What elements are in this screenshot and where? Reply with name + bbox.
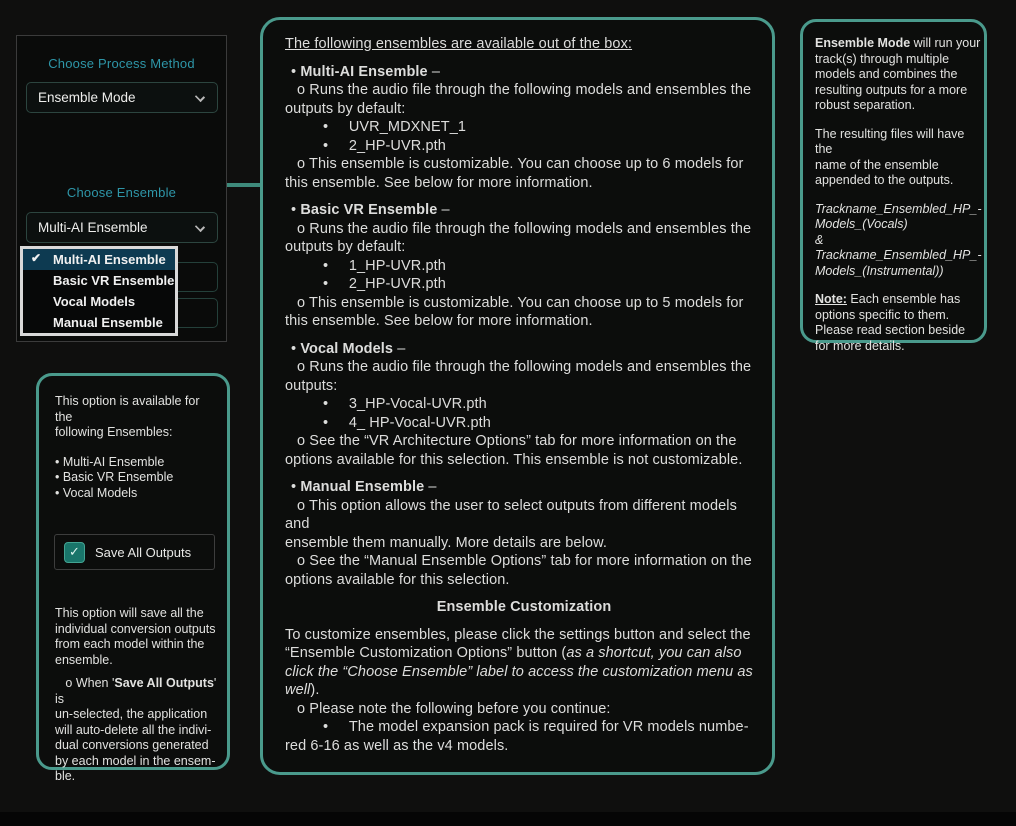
text-line [815, 323, 981, 339]
text-segment: ble. [55, 769, 76, 783]
text-line [285, 515, 763, 534]
text-line [55, 486, 220, 502]
text-segment: from each model within the [55, 637, 205, 651]
spacer [285, 192, 763, 201]
text-segment: ensemble. [55, 652, 113, 667]
text-segment: options specific to them. [815, 307, 950, 322]
text-segment: This option will save all the [55, 606, 204, 620]
text-segment: • [291, 63, 301, 80]
menu-item-label: Basic VR Ensemble [53, 273, 175, 288]
process-method-value: Ensemble Mode [38, 90, 136, 105]
spacer [285, 589, 763, 598]
text-line [55, 606, 223, 622]
menu-item-manual-ensemble[interactable] [23, 312, 175, 333]
text-line [285, 552, 763, 589]
text-line [323, 718, 763, 737]
text-line [815, 173, 981, 189]
text-segment: o Runs the audio file through the following models and ensembles the outputs by default: [285, 82, 752, 117]
spacer [285, 54, 763, 63]
text-line [815, 67, 981, 83]
text-line [285, 598, 763, 617]
text-segment: as a shortcut, you can also click the “Choose Ensemble” label to access the customization menu as well [285, 645, 753, 698]
check-icon: ✔ [31, 251, 42, 265]
text-line [815, 158, 981, 174]
ensemble-dropdown-menu [20, 246, 178, 336]
ensemble-dropdown-value: Multi-AI Ensemble [38, 220, 148, 235]
text-segment: name of the ensemble [815, 157, 939, 172]
text-line [55, 455, 220, 471]
text-segment: red 6-16 as well as the v4 models. [285, 737, 509, 754]
process-method-dropdown[interactable] [26, 82, 218, 113]
spacer [285, 469, 763, 478]
text-line [285, 155, 763, 192]
text-segment: Each ensemble has [846, 292, 961, 306]
text-segment: o See the “VR Architecture Options” tab for more information on the options available for this selection. This ensemble is not customizable. [285, 433, 743, 468]
text-segment: Models_(Vocals) [815, 217, 908, 231]
text-segment: ensemble them manually. More details are below. [285, 534, 607, 551]
text-segment: – [427, 63, 440, 80]
text-segment: • 3_HP-Vocal-UVR.pth [323, 396, 487, 412]
text-segment: • 4_ HP-Vocal-UVR.pth [323, 414, 491, 431]
text-line [55, 425, 220, 441]
text-line [815, 52, 981, 68]
spacer [815, 114, 981, 127]
text-line [285, 81, 763, 118]
text-segment: track(s) through multiple [815, 51, 950, 66]
bottom-bar [0, 812, 1016, 826]
text-line [285, 201, 763, 220]
chevron-down-icon [195, 222, 205, 232]
text-line [815, 98, 981, 114]
text-segment: Models_(Instrumental)) [815, 263, 944, 278]
text-segment: un-selected, the application [55, 707, 208, 721]
text-line [815, 202, 981, 218]
text-line [285, 534, 763, 553]
text-line [815, 308, 981, 324]
menu-item-basic-vr-ensemble[interactable] [23, 270, 175, 291]
text-line [815, 339, 981, 355]
text-line [285, 478, 763, 497]
text-segment: o This ensemble is customizable. You can choose up to 6 models for this ensemble. See below for more information. [285, 156, 744, 191]
text-segment: • The model expansion pack is required for VR models numbe- [323, 719, 749, 735]
text-line [323, 257, 763, 276]
text-segment: Multi-AI Ensemble [300, 63, 428, 80]
text-segment: o This ensemble is customizable. You can choose up to 5 models for this ensemble. See below for more information. [285, 294, 744, 329]
text-segment: will run your [910, 36, 981, 50]
text-segment: Save All Outputs [114, 676, 214, 690]
text-segment: o Runs the audio file through the following models and ensembles the outputs: [285, 359, 752, 394]
text-segment: • UVR_MDXNET_1 [323, 119, 467, 135]
ensemble-info-text [285, 35, 763, 755]
spacer [55, 668, 223, 676]
text-line [815, 264, 981, 280]
text-segment: • [291, 340, 301, 357]
text-line [55, 637, 223, 653]
text-segment: The resulting files will have the [815, 126, 965, 156]
text-line [285, 432, 763, 469]
text-segment: by each model in the ensem- [55, 753, 216, 768]
save-outputs-intro-text [55, 394, 220, 501]
text-line [285, 626, 763, 700]
text-segment: models and combines the [815, 67, 958, 81]
text-line [285, 737, 763, 756]
text-line [323, 275, 763, 294]
text-segment: o When ' [55, 676, 115, 690]
text-segment: Trackname_Ensembled_HP_- [815, 201, 982, 216]
text-segment: – [437, 202, 450, 218]
text-segment: • 2_HP-UVR.pth [323, 276, 446, 292]
text-segment: – [393, 340, 406, 357]
text-line [55, 754, 223, 770]
ensemble-info-panel [260, 17, 775, 775]
spacer [815, 279, 981, 292]
text-segment: Trackname_Ensembled_HP_- [815, 248, 982, 262]
text-line [55, 470, 220, 486]
text-line [55, 394, 220, 425]
menu-item-label: Multi-AI Ensemble [53, 252, 166, 267]
text-segment: • [291, 479, 301, 495]
text-line [815, 217, 981, 233]
text-segment: o This option allows the user to select outputs from different models [297, 497, 737, 514]
text-segment: dual conversions generated [55, 738, 209, 752]
spacer [285, 617, 763, 626]
text-segment: Ensemble Customization [436, 599, 612, 615]
text-segment: • Vocal Models [55, 485, 138, 500]
text-segment: – [424, 479, 437, 495]
text-line [55, 738, 223, 754]
text-segment: ' is [55, 676, 217, 706]
text-segment: following Ensembles: [55, 425, 173, 439]
checkbox-checked-icon [64, 542, 85, 563]
text-segment: The following ensembles are available out of the box: [285, 36, 633, 52]
text-line [55, 769, 223, 785]
ensemble-dropdown[interactable] [26, 212, 218, 243]
menu-item-label: Manual Ensemble [53, 315, 163, 330]
text-segment: appended to the outputs. [815, 173, 954, 187]
spacer [815, 189, 981, 202]
text-segment: Vocal Models [300, 340, 394, 357]
text-segment: Note: [815, 292, 847, 306]
chevron-down-icon [195, 92, 205, 102]
text-line [815, 233, 981, 249]
text-line [815, 248, 981, 264]
ensemble-mode-note-panel [800, 19, 987, 353]
text-line [323, 414, 763, 433]
text-segment: resulting outputs for a more [815, 82, 968, 97]
choose-process-method-label: Choose Process Method [48, 56, 195, 71]
text-line [55, 676, 223, 707]
menu-item-multi-ai-ensemble[interactable] [23, 249, 175, 270]
text-segment: Please read section beside [815, 323, 966, 337]
text-segment: & [815, 232, 824, 247]
text-line [55, 653, 223, 669]
save-outputs-panel [36, 373, 230, 783]
text-segment: o Runs the audio file through the following models and ensembles the outputs by default: [285, 220, 752, 255]
check-icon: ✓ [69, 544, 80, 559]
text-line [55, 723, 223, 739]
text-line [55, 707, 223, 723]
text-segment: • Basic VR Ensemble [55, 470, 174, 484]
text-segment: robust separation. [815, 98, 916, 112]
text-segment: for more details. [815, 338, 905, 353]
text-segment: and [285, 516, 310, 532]
text-line [815, 292, 981, 308]
text-line [285, 35, 763, 54]
text-line [323, 395, 763, 414]
text-segment: Manual Ensemble [300, 479, 425, 495]
text-line [323, 118, 763, 137]
text-segment: • [291, 202, 301, 218]
text-line [815, 83, 981, 99]
text-segment: • Multi-AI Ensemble [55, 454, 165, 469]
text-segment: o Please note the following before you continue: [297, 700, 611, 717]
text-segment: o See the “Manual Ensemble Options” tab for more information on the options available for this selection. [285, 553, 752, 588]
text-segment: individual conversion outputs [55, 621, 216, 636]
spacer [55, 441, 220, 455]
text-line [815, 36, 981, 52]
text-segment: • 2_HP-UVR.pth [323, 137, 446, 154]
text-line [285, 63, 763, 82]
text-line [285, 220, 763, 257]
menu-item-label: Vocal Models [53, 294, 136, 309]
text-line [285, 497, 763, 516]
text-segment: will auto-delete all the indivi- [55, 722, 212, 737]
text-line [323, 137, 763, 156]
text-segment: This option is available for the [55, 394, 200, 424]
text-segment: • 1_HP-UVR.pth [323, 257, 446, 274]
save-outputs-desc-text [55, 606, 223, 785]
text-segment: Ensemble Mode [815, 36, 911, 50]
text-segment: ). [310, 682, 320, 698]
text-line [815, 127, 981, 158]
menu-item-vocal-models[interactable] [23, 291, 175, 312]
ensemble-mode-note-text [815, 36, 981, 354]
text-line [285, 358, 763, 395]
text-line [285, 340, 763, 359]
text-line [55, 622, 223, 638]
connector-line [227, 183, 260, 187]
text-segment: To customize ensembles, please click the settings button and select the “Ensemble Customization Options” button ( [285, 626, 751, 661]
choose-ensemble-label[interactable]: Choose Ensemble [66, 185, 177, 200]
text-segment: Basic VR Ensemble [300, 202, 438, 218]
checkbox-label: Save All Outputs [95, 544, 192, 560]
text-line [285, 294, 763, 331]
text-line [285, 700, 763, 719]
save-all-outputs-checkbox[interactable] [54, 534, 215, 570]
spacer [285, 331, 763, 340]
